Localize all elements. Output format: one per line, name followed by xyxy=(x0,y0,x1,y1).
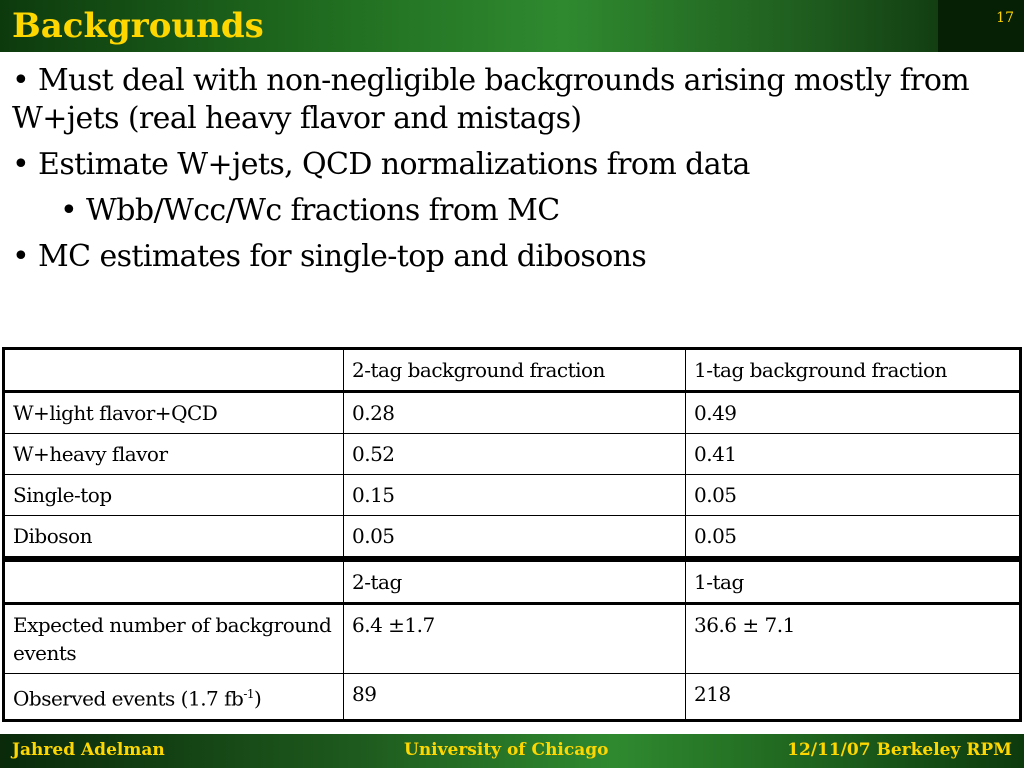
table-cell: Single-top xyxy=(4,475,344,516)
table-header-cell: 2-tag xyxy=(344,561,686,604)
table-cell: 6.4 ±1.7 xyxy=(344,604,686,674)
bullet-list xyxy=(12,62,1012,284)
table-cell: Diboson xyxy=(4,516,344,558)
footer-date-event: 12/11/07 Berkeley RPM xyxy=(787,740,1012,760)
bullet-item: • Must deal with non-negligible backgrounds arising mostly from W+jets (real heavy flavor and mistags) xyxy=(12,63,970,136)
bullet-item: • MC estimates for single-top and dibosons xyxy=(12,239,647,274)
table-cell: 36.6 ± 7.1 xyxy=(686,604,1021,674)
sub-bullet-item: • Wbb/Wcc/Wc fractions from MC xyxy=(60,193,560,228)
slide-title: Backgrounds xyxy=(12,6,264,46)
table-cell: 0.28 xyxy=(344,392,686,434)
superscript: -1 xyxy=(243,687,255,701)
event-count-table xyxy=(2,559,1022,722)
table-header-cell: 2-tag background fraction xyxy=(344,349,686,392)
table-cell: 0.05 xyxy=(686,475,1021,516)
table-cell: 0.41 xyxy=(686,434,1021,475)
title-bar xyxy=(0,0,1024,52)
table-cell: 0.05 xyxy=(344,516,686,558)
table-header-cell xyxy=(4,349,344,392)
table-cell: 89 xyxy=(344,674,686,721)
table-row xyxy=(4,604,1021,674)
table-cell: W+heavy flavor xyxy=(4,434,344,475)
page-number: 17 xyxy=(996,10,1014,26)
table-cell: 0.49 xyxy=(686,392,1021,434)
table-row xyxy=(4,434,1021,475)
table-row xyxy=(4,475,1021,516)
bullet-item: • Estimate W+jets, QCD normalizations from data xyxy=(12,147,750,182)
table-cell: 0.15 xyxy=(344,475,686,516)
table-header-row xyxy=(4,349,1021,392)
table-cell: 218 xyxy=(686,674,1021,721)
table-row xyxy=(4,516,1021,558)
footer-institution: University of Chicago xyxy=(404,740,609,760)
table-header-cell: 1-tag xyxy=(686,561,1021,604)
table-cell: Expected number of background events xyxy=(4,604,344,674)
footer-author: Jahred Adelman xyxy=(12,740,165,760)
table-row xyxy=(4,392,1021,434)
table-cell xyxy=(4,674,344,721)
background-fraction-table xyxy=(2,347,1022,559)
table-row xyxy=(4,674,1021,721)
table-header-row xyxy=(4,561,1021,604)
table-cell: 0.52 xyxy=(344,434,686,475)
table-cell: 0.05 xyxy=(686,516,1021,558)
table-header-cell: 1-tag background fraction xyxy=(686,349,1021,392)
observed-label: Observed events (1.7 fb xyxy=(13,686,244,711)
table-cell: W+light flavor+QCD xyxy=(4,392,344,434)
footer-bar xyxy=(0,734,1024,768)
observed-label-suffix: ) xyxy=(254,686,262,711)
table-header-cell xyxy=(4,561,344,604)
title-bar-corner xyxy=(938,0,1024,52)
